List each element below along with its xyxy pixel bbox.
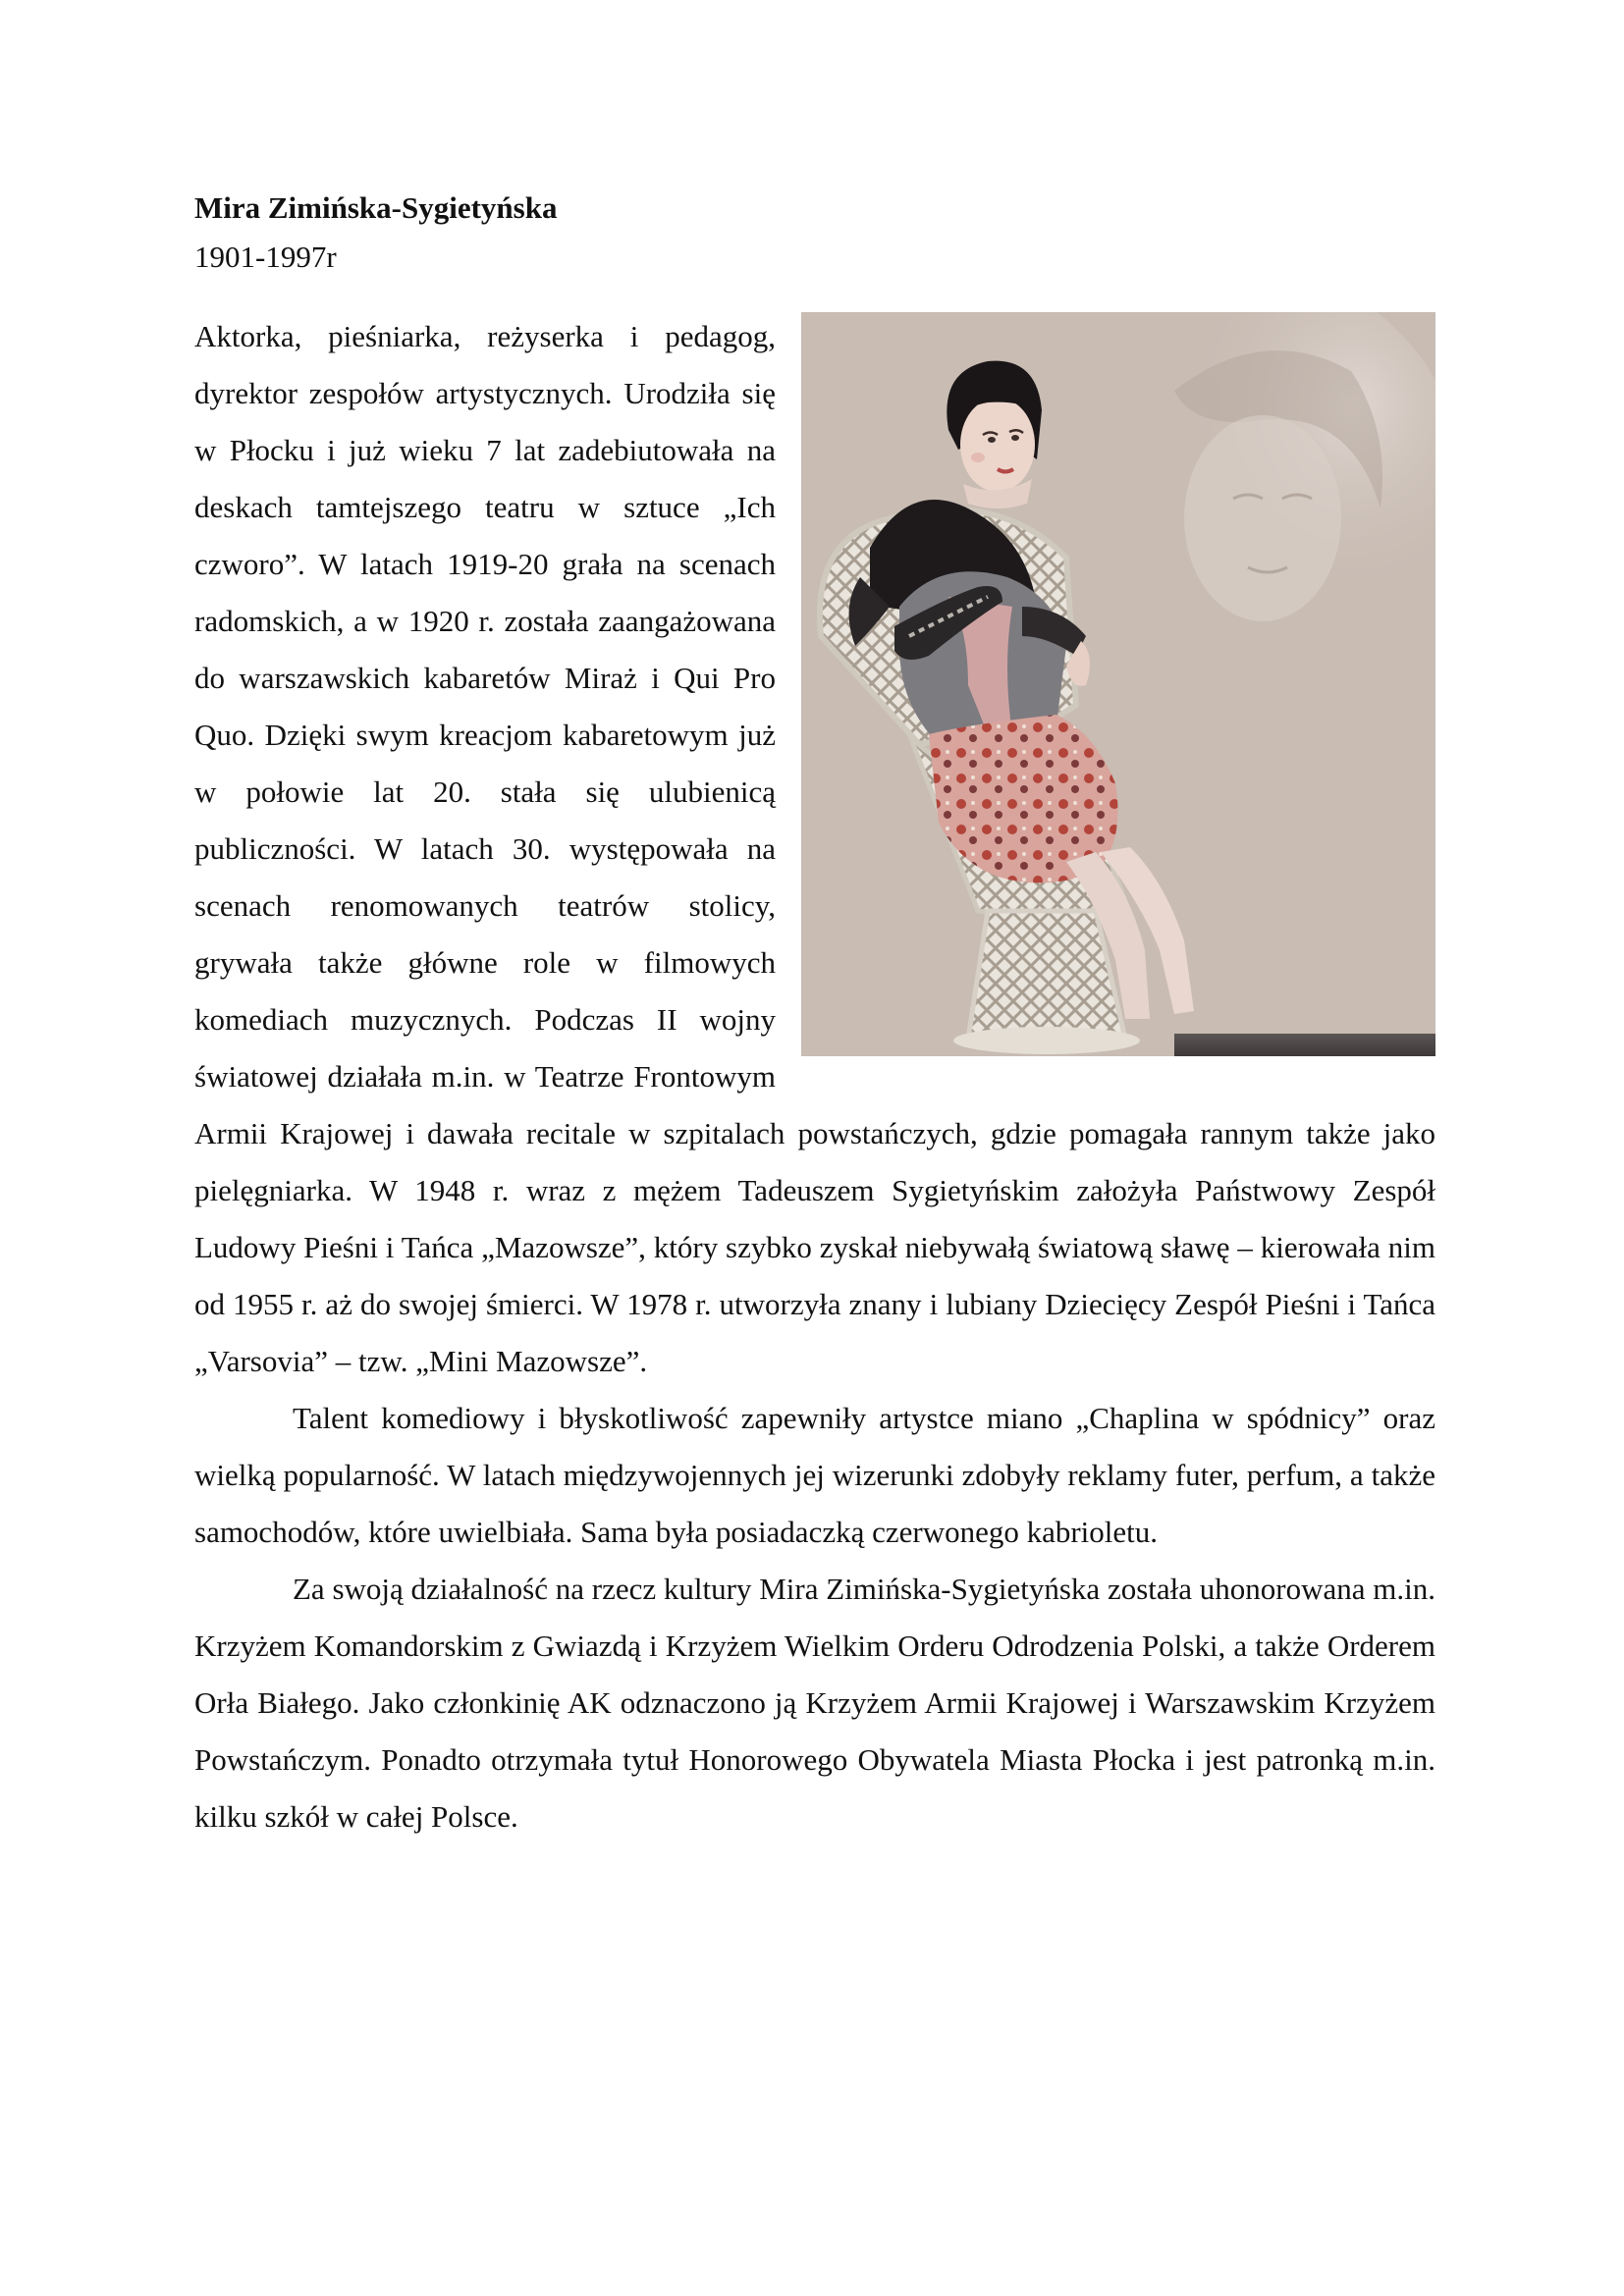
life-years: 1901-1997r [194,240,337,274]
document-content [194,187,1435,1845]
paragraph-2: Talent komediowy i błyskotliwość zapewniły artystce miano „Chaplina w spódnicy” oraz wielką popularność. W latach międzywojennych jej wizerunki zdobyły reklamy futer, perfum, a także samochodów, które uwielbiała. Sama była posiadaczką czerwonego kabrioletu. [194,1401,1435,1549]
doll-photo [801,312,1435,1056]
document-title: Mira Zimińska-Sygietyńska [194,190,558,225]
document-body [194,308,1435,1845]
paragraph-1: Aktorka, pieśniarka, reżyserka i pedagog, dyrektor zespołów artystycznych. Urodziła się w Płocku i już wieku 7 lat zadebiutowała na deskach tamtejszego teatru w sztuce „Ich czworo”. W latach 1919-20 grała na scenach radomskich, a w 1920 r. została zaangażowana do warszawskich kabaretów Miraż i Qui Pro Quo. Dzięki swym kreacjom kabaretowym już w połowie lat 20. stała się ulubienicą publiczności. W latach 30. występowała na scenach renomowanych teatrów stolicy, grywała także główne role w filmowych komediach muzycznych. Podczas II wojny światowej działała m.in. w Teatrze Frontowym Armii Krajowej i dawała recitale w szpitalach powstańczych, gdzie pomagała rannym także jako pielęgniarka. W 1948 r. wraz z mężem Tadeuszem Sygietyńskim założyła Państwowy Zespół Ludowy Pieśni i Tańca „Mazowsze”, który szybko zyskał niebywałą światową sławę – kierowała nim od 1955 r. aż do swojej śmierci. W 1978 r. utworzyła znany i lubiany Dziecięcy Zespół Pieśni i Tańca „Varsovia” – tzw. „Mini Mazowsze”. [194,319,1435,1378]
doll-in-wicker-chair-image [801,312,1435,1056]
paragraph-3: Za swoją działalność na rzecz kultury Mira Zimińska-Sygietyńska została uhonorowana m.in. Krzyżem Komandorskim z Gwiazdą i Krzyżem Wielkim Orderu Odrodzenia Polski, a także Orderem Orła Białego. Jako członkinię AK odznaczono ją Krzyżem Armii Krajowej i Warszawskim Krzyżem Powstańczym. Ponadto otrzymała tytuł Honorowego Obywatela Miasta Płocka i jest patronką m.in. kilku szkół w całej Polsce. [194,1572,1435,1834]
